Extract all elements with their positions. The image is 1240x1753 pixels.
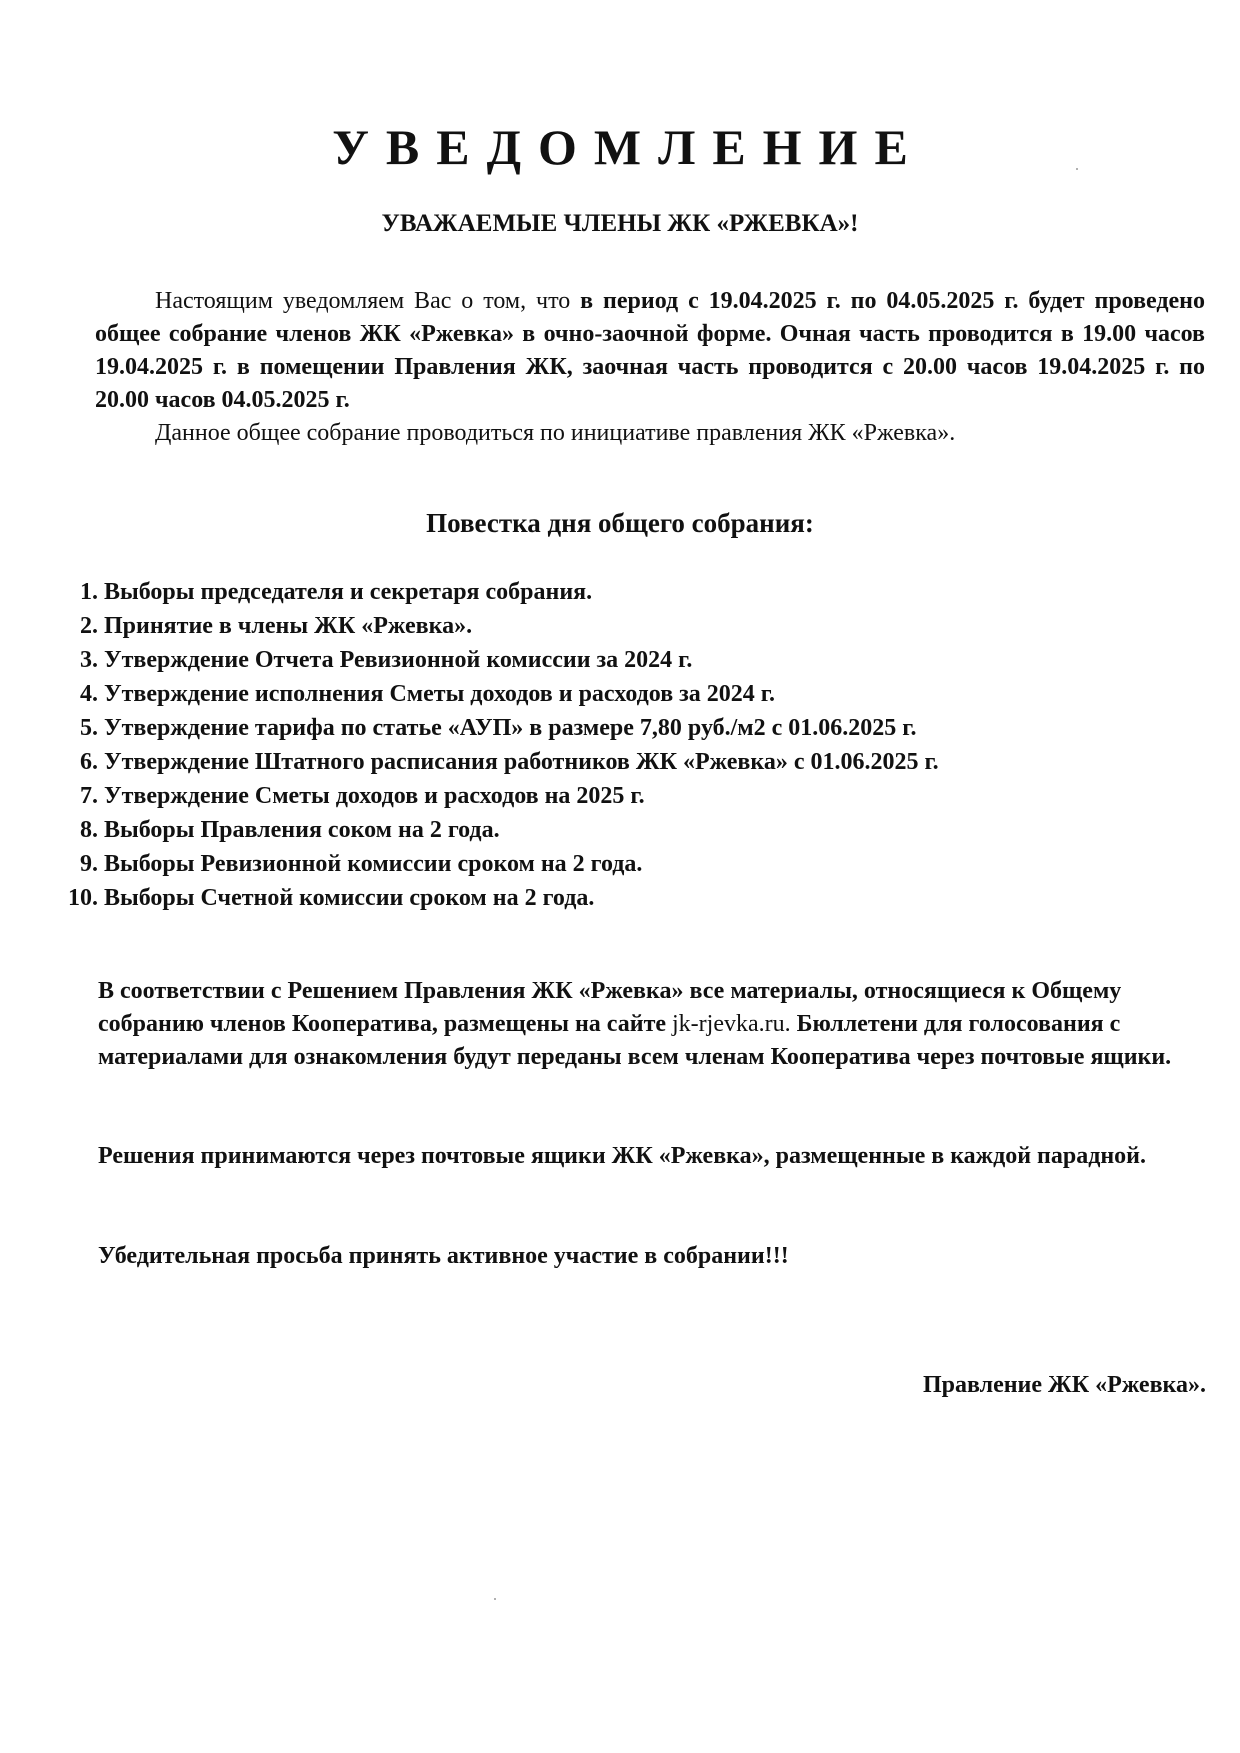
document-title: УВЕДОМЛЕНИЕ <box>332 119 925 175</box>
agenda-item-number: 10. <box>68 885 98 911</box>
agenda-item <box>58 779 1208 813</box>
agenda-item-text: Выборы Ревизионной комиссии сроком на 2 года. <box>104 851 643 877</box>
agenda-item-number: 3. <box>80 647 98 673</box>
agenda-item <box>58 881 1208 915</box>
agenda-item-text: Выборы председателя и секретаря собрания. <box>104 579 593 605</box>
intro-lead: Настоящим уведомляем Вас о том, что <box>155 288 581 314</box>
intro-initiative: Данное общее собрание проводиться по инициативе правления ЖК «Ржевка». <box>155 420 956 446</box>
materials-text-1: В соответствии с Решением Правления ЖК «Ржевка» все материалы, относящиеся к Общему собранию членов Кооператива, размещены на сайте <box>98 978 1122 1037</box>
agenda-item <box>58 847 1208 881</box>
scan-speck <box>494 1598 496 1600</box>
agenda-item <box>58 609 1208 643</box>
agenda-item-text: Утверждение тарифа по статье «АУП» в размере 7,80 руб./м2 с 01.06.2025 г. <box>104 715 917 741</box>
agenda-item-text: Утверждение исполнения Сметы доходов и расходов за 2024 г. <box>104 681 775 707</box>
decisions-paragraph: Решения принимаются через почтовые ящики ЖК «Ржевка», размещенные в каждой парадной. <box>98 1143 1147 1169</box>
appeal-paragraph: Убедительная просьба принять активное участие в собрании!!! <box>98 1243 789 1269</box>
agenda-item-text: Утверждение Отчета Ревизионной комиссии за 2024 г. <box>104 647 693 673</box>
agenda-item-text: Утверждение Штатного расписания работников ЖК «Ржевка» с 01.06.2025 г. <box>104 749 939 775</box>
agenda-list <box>58 575 1208 915</box>
agenda-item-number: 8. <box>80 817 98 843</box>
agenda-item-number: 7. <box>80 783 98 809</box>
agenda-title: Повестка дня общего собрания: <box>426 508 814 538</box>
agenda-item <box>58 813 1208 847</box>
agenda-item-text: Выборы Счетной комиссии сроком на 2 года. <box>104 885 595 911</box>
intro-bold: в период с 19.04.2025 г. по 04.05.2025 г. будет проведено общее собрание членов ЖК «Ржевка» в очно-заочной форме. Очная часть проводится в 19.00 часов 19.04.2025 г. в помещении Правления ЖК, заочная часть проводится с 20.00 часов 19.04.2025 г. по 20.00 часов 04.05.2025 г. <box>95 288 1205 413</box>
agenda-item-text: Выборы Правления соком на 2 года. <box>104 817 500 843</box>
intro-paragraph <box>95 285 1205 417</box>
agenda-item-text: Принятие в члены ЖК «Ржевка». <box>104 613 473 639</box>
agenda-item-number: 5. <box>80 715 98 741</box>
website-link[interactable]: jk-rjevka.ru. <box>672 1011 791 1037</box>
agenda-item <box>58 575 1208 609</box>
signature: Правление ЖК «Ржевка». <box>922 1372 1206 1398</box>
materials-text-2: Бюллетени для голосования с материалами для ознакомления будут переданы всем членам Кооператива через почтовые ящики. <box>98 1011 1172 1070</box>
scan-speck <box>1076 168 1078 170</box>
agenda-item-number: 9. <box>80 851 98 877</box>
agenda-item-number: 2. <box>80 613 98 639</box>
agenda-item <box>58 677 1208 711</box>
agenda-item-number: 1. <box>80 579 98 605</box>
agenda-item-number: 6. <box>80 749 98 775</box>
agenda-item-text: Утверждение Сметы доходов и расходов на 2025 г. <box>104 783 645 809</box>
materials-paragraph <box>98 975 1208 1074</box>
agenda-item <box>58 745 1208 779</box>
agenda-item <box>58 643 1208 677</box>
document-subtitle: УВАЖАЕМЫЕ ЧЛЕНЫ ЖК «РЖЕВКА»! <box>381 210 859 237</box>
intro-section <box>95 285 1205 450</box>
agenda-item <box>58 711 1208 745</box>
agenda-item-number: 4. <box>80 681 98 707</box>
